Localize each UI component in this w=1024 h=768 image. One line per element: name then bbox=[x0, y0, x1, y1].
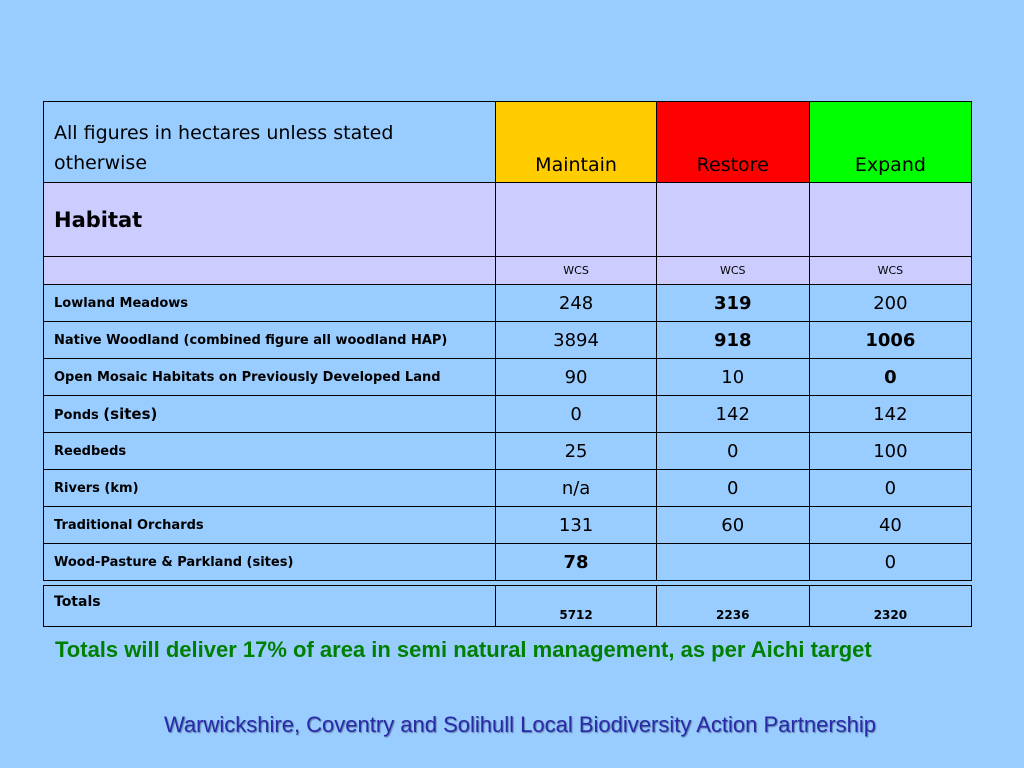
unit-blank-cell bbox=[44, 257, 496, 285]
expand-value: 0 bbox=[809, 544, 971, 581]
restore-value: 0 bbox=[656, 470, 809, 507]
maintain-total: 5712 bbox=[496, 586, 656, 627]
unit-row bbox=[44, 257, 972, 285]
restore-header: Restore bbox=[656, 102, 809, 183]
habitat-name-suffix: (sites) bbox=[103, 405, 158, 423]
habitat-name: Traditional Orchards bbox=[44, 507, 496, 544]
restore-value: 10 bbox=[656, 359, 809, 396]
habitat-name: Open Mosaic Habitats on Previously Developed Land bbox=[44, 359, 496, 396]
table-row bbox=[44, 507, 972, 544]
restore-value: 918 bbox=[656, 322, 809, 359]
habitat-name: Lowland Meadows bbox=[44, 285, 496, 322]
habitat-name: Native Woodland (combined figure all woodland HAP) bbox=[44, 322, 496, 359]
expand-value: 142 bbox=[809, 396, 971, 433]
aichi-statement: Totals will deliver 17% of area in semi natural management, as per Aichi target bbox=[55, 637, 872, 662]
partnership-footer: Warwickshire, Coventry and Solihull Local Biodiversity Action Partnership bbox=[163, 712, 877, 737]
maintain-value: 131 bbox=[496, 507, 656, 544]
maintain-value: n/a bbox=[496, 470, 656, 507]
habitat-name: Wood-Pasture & Parkland (sites) bbox=[44, 544, 496, 581]
restore-value: 319 bbox=[656, 285, 809, 322]
habitat-blank-cell bbox=[656, 183, 809, 257]
restore-value: 60 bbox=[656, 507, 809, 544]
maintain-value: 3894 bbox=[496, 322, 656, 359]
habitat-name-text: Ponds bbox=[54, 408, 99, 423]
habitat-label: Habitat bbox=[44, 183, 496, 257]
table-row bbox=[44, 322, 972, 359]
restore-value: 142 bbox=[656, 396, 809, 433]
expand-value: 200 bbox=[809, 285, 971, 322]
habitat-name: Rivers (km) bbox=[44, 470, 496, 507]
table-row bbox=[44, 396, 972, 433]
header-row bbox=[44, 102, 972, 183]
maintain-value: 248 bbox=[496, 285, 656, 322]
unit-cell: WCS bbox=[496, 257, 656, 285]
units-note: All figures in hectares unless stated otherwise bbox=[44, 102, 496, 183]
expand-value: 1006 bbox=[809, 322, 971, 359]
maintain-value: 0 bbox=[496, 396, 656, 433]
totals-row bbox=[44, 586, 972, 627]
restore-total: 2236 bbox=[656, 586, 809, 627]
maintain-value: 25 bbox=[496, 433, 656, 470]
unit-cell: WCS bbox=[809, 257, 971, 285]
maintain-value: 78 bbox=[496, 544, 656, 581]
totals-label: Totals bbox=[44, 586, 496, 627]
restore-value: 0 bbox=[656, 433, 809, 470]
habitat-blank-cell bbox=[496, 183, 656, 257]
expand-value: 40 bbox=[809, 507, 971, 544]
expand-total: 2320 bbox=[809, 586, 971, 627]
expand-header: Expand bbox=[809, 102, 971, 183]
maintain-header: Maintain bbox=[496, 102, 656, 183]
totals-table bbox=[43, 585, 972, 627]
habitat-header-row bbox=[44, 183, 972, 257]
maintain-value: 90 bbox=[496, 359, 656, 396]
unit-cell: WCS bbox=[656, 257, 809, 285]
habitat-name bbox=[44, 396, 496, 433]
table-row bbox=[44, 285, 972, 322]
expand-value: 100 bbox=[809, 433, 971, 470]
habitat-blank-cell bbox=[809, 183, 971, 257]
table-row bbox=[44, 470, 972, 507]
expand-value: 0 bbox=[809, 470, 971, 507]
habitat-name: Reedbeds bbox=[44, 433, 496, 470]
habitat-targets-table bbox=[43, 101, 972, 581]
expand-value: 0 bbox=[809, 359, 971, 396]
table-row bbox=[44, 359, 972, 396]
restore-value bbox=[656, 544, 809, 581]
table-row bbox=[44, 433, 972, 470]
table-row bbox=[44, 544, 972, 581]
